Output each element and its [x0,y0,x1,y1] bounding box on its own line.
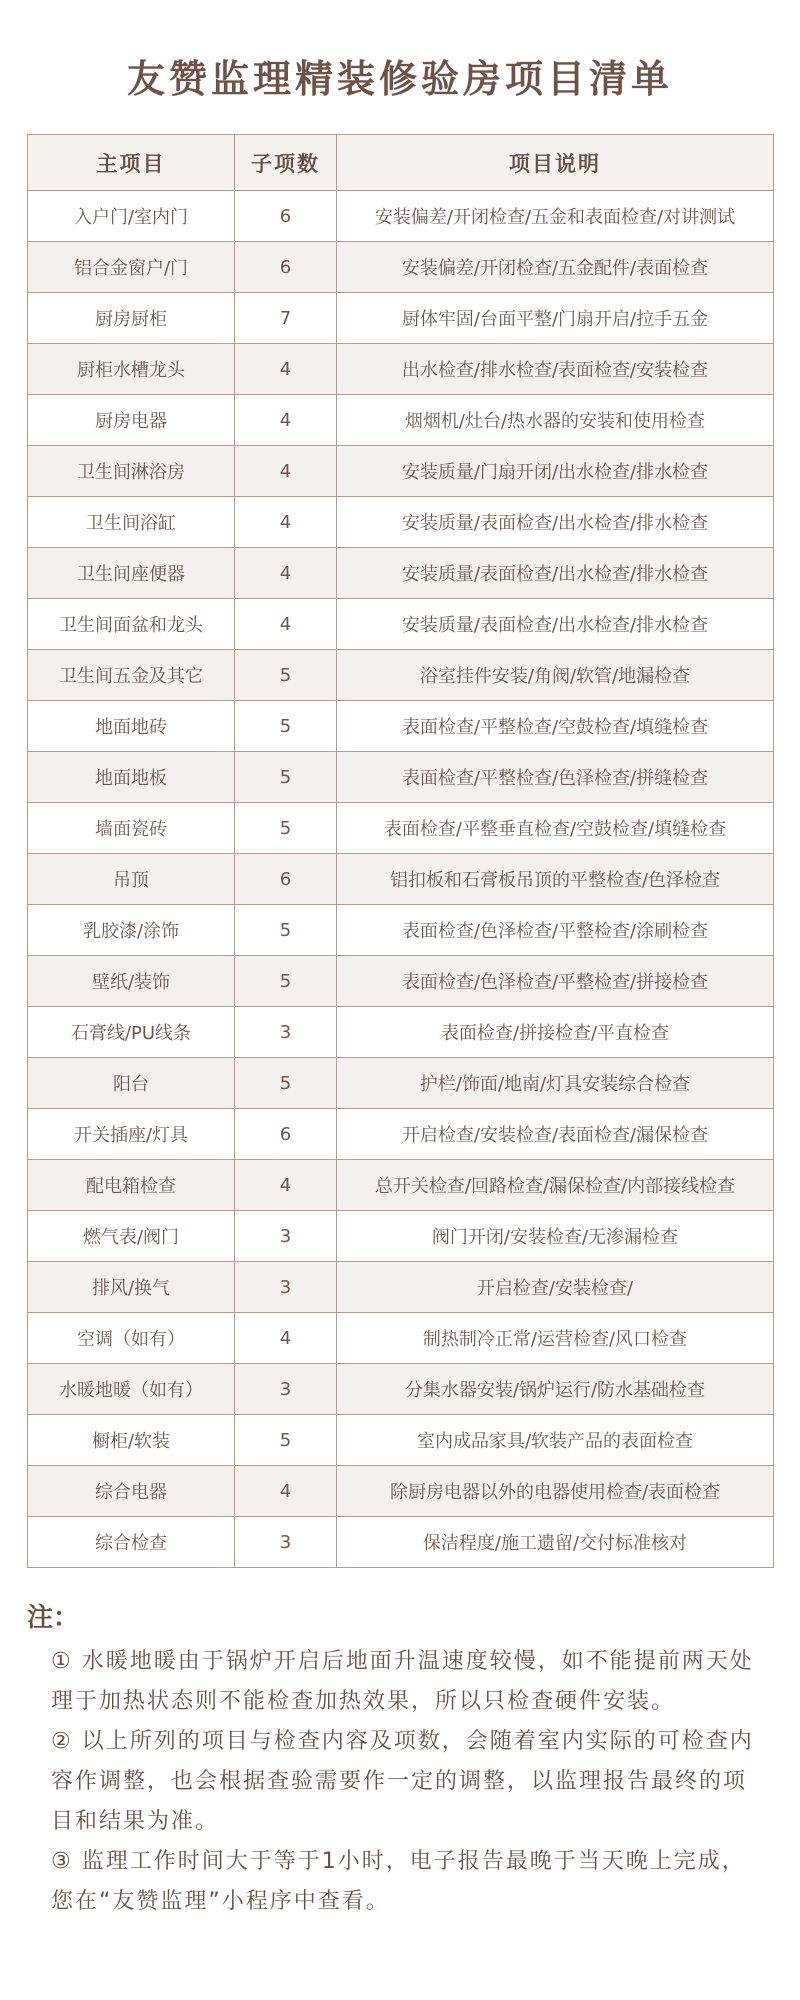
cell-main-item: 卫生间淋浴房 [28,446,235,497]
inspection-checklist-table [27,134,774,1568]
table-row [28,1466,774,1517]
cell-description: 护栏/饰面/地南/灯具安装综合检查 [337,1058,774,1109]
table-header-row [28,135,774,191]
cell-sub-count: 3 [235,1262,337,1313]
cell-sub-count: 3 [235,1517,337,1568]
table-row [28,293,774,344]
cell-sub-count: 4 [235,395,337,446]
cell-sub-count: 5 [235,803,337,854]
cell-main-item: 卫生间面盆和龙头 [28,599,235,650]
cell-main-item: 壁纸/装饰 [28,956,235,1007]
cell-description: 浴室挂件安装/角阀/软管/地漏检查 [337,650,774,701]
header-description: 项目说明 [337,135,774,191]
cell-description: 制热制冷正常/运营检查/风口检查 [337,1313,774,1364]
cell-description: 表面检查/平整检查/空鼓检查/填缝检查 [337,701,774,752]
cell-description: 室内成品家具/软装产品的表面检查 [337,1415,774,1466]
cell-sub-count: 4 [235,1466,337,1517]
table-row [28,395,774,446]
table-row [28,650,774,701]
cell-description: 铝扣板和石膏板吊顶的平整检查/色泽检查 [337,854,774,905]
table-row [28,1262,774,1313]
cell-description: 烟烟机/灶台/热水器的安装和使用检查 [337,395,774,446]
cell-main-item: 厨房厨柜 [28,293,235,344]
cell-main-item: 墙面瓷砖 [28,803,235,854]
cell-description: 安装质量/表面检查/出水检查/排水检查 [337,497,774,548]
cell-sub-count: 4 [235,599,337,650]
cell-sub-count: 6 [235,854,337,905]
cell-main-item: 水暖地暖（如有） [28,1364,235,1415]
header-sub-count: 子项数 [235,135,337,191]
table-row [28,1007,774,1058]
table-row [28,1211,774,1262]
table-row [28,905,774,956]
cell-description: 表面检查/平整垂直检查/空鼓检查/填缝检查 [337,803,774,854]
cell-main-item: 石膏线/PU线条 [28,1007,235,1058]
table-row [28,548,774,599]
cell-main-item: 吊顶 [28,854,235,905]
cell-description: 安装偏差/开闭检查/五金配件/表面检查 [337,242,774,293]
table-row [28,1415,774,1466]
cell-description: 表面检查/色泽检查/平整检查/拼接检查 [337,956,774,1007]
cell-description: 表面检查/色泽检查/平整检查/涂刷检查 [337,905,774,956]
cell-main-item: 开关插座/灯具 [28,1109,235,1160]
cell-sub-count: 3 [235,1007,337,1058]
notes-title: 注： [27,1603,80,1633]
note-item: ② 以上所列的项目与检查内容及项数，会随着室内实际的可检查内容作调整，也会根据查验需要作一定的调整，以监理报告最终的项目和结果为准。 [51,1729,754,1834]
cell-main-item: 燃气表/阀门 [28,1211,235,1262]
cell-main-item: 综合检查 [28,1517,235,1568]
cell-main-item: 阳台 [28,1058,235,1109]
cell-description: 总开关检查/回路检查/漏保检查/内部接线检查 [337,1160,774,1211]
cell-sub-count: 5 [235,752,337,803]
cell-sub-count: 5 [235,905,337,956]
cell-sub-count: 7 [235,293,337,344]
cell-sub-count: 6 [235,1109,337,1160]
cell-main-item: 排风/换气 [28,1262,235,1313]
table-row [28,1058,774,1109]
table-row [28,701,774,752]
table-row [28,1313,774,1364]
cell-main-item: 地面地砖 [28,701,235,752]
cell-sub-count: 5 [235,650,337,701]
cell-description: 除厨房电器以外的电器使用检查/表面检查 [337,1466,774,1517]
table-row [28,344,774,395]
cell-description: 厨体牢固/台面平整/门扇开启/拉手五金 [337,293,774,344]
page-title: 友赞监理精装修验房项目清单 [126,57,673,101]
cell-main-item: 地面地板 [28,752,235,803]
table-row [28,599,774,650]
header-main-item: 主项目 [28,135,235,191]
cell-main-item: 空调（如有） [28,1313,235,1364]
table-row [28,1517,774,1568]
cell-sub-count: 4 [235,1160,337,1211]
cell-sub-count: 4 [235,446,337,497]
cell-description: 安装偏差/开闭检查/五金和表面检查/对讲测试 [337,191,774,242]
table-row [28,752,774,803]
cell-main-item: 卫生间座便器 [28,548,235,599]
cell-main-item: 配电箱检查 [28,1160,235,1211]
note-item: ③ 监理工作时间大于等于1小时，电子报告最晚于当天晚上完成，您在“友赞监理”小程序中查看。 [51,1849,746,1914]
cell-description: 出水检查/排水检查/表面检查/安装检查 [337,344,774,395]
cell-sub-count: 6 [235,242,337,293]
notes-section [27,1597,767,1922]
cell-sub-count: 5 [235,701,337,752]
table-row [28,1109,774,1160]
cell-description: 安装质量/表面检查/出水检查/排水检查 [337,599,774,650]
cell-main-item: 橱柜/软装 [28,1415,235,1466]
cell-sub-count: 4 [235,497,337,548]
cell-sub-count: 4 [235,548,337,599]
cell-description: 表面检查/拼接检查/平直检查 [337,1007,774,1058]
cell-description: 分集水器安装/锅炉运行/防水基础检查 [337,1364,774,1415]
table-row [28,803,774,854]
table-row [28,854,774,905]
cell-description: 安装质量/门扇开闭/出水检查/排水检查 [337,446,774,497]
table-row [28,1160,774,1211]
cell-sub-count: 4 [235,1313,337,1364]
cell-description: 保洁程度/施工遗留/交付标准核对 [337,1517,774,1568]
note-item: ① 水暖地暖由于锅炉开启后地面升温速度较慢，如不能提前两天处理于加热状态则不能检查加热效果，所以只检查硬件安装。 [51,1649,754,1714]
table-row [28,956,774,1007]
cell-main-item: 厨房电器 [28,395,235,446]
cell-main-item: 综合电器 [28,1466,235,1517]
cell-description: 开启检查/安装检查/ [337,1262,774,1313]
table-row [28,497,774,548]
cell-main-item: 乳胶漆/涂饰 [28,905,235,956]
cell-sub-count: 4 [235,344,337,395]
cell-main-item: 铝合金窗户/门 [28,242,235,293]
cell-description: 开启检查/安装检查/表面检查/漏保检查 [337,1109,774,1160]
cell-sub-count: 5 [235,956,337,1007]
cell-main-item: 卫生间五金及其它 [28,650,235,701]
cell-sub-count: 5 [235,1058,337,1109]
cell-description: 安装质量/表面检查/出水检查/排水检查 [337,548,774,599]
table-row [28,446,774,497]
cell-main-item: 厨柜水槽龙头 [28,344,235,395]
cell-main-item: 卫生间浴缸 [28,497,235,548]
cell-sub-count: 3 [235,1211,337,1262]
cell-main-item: 入户门/室内门 [28,191,235,242]
cell-description: 表面检查/平整检查/色泽检查/拼缝检查 [337,752,774,803]
table-row [28,242,774,293]
cell-description: 阀门开闭/安装检查/无渗漏检查 [337,1211,774,1262]
cell-sub-count: 5 [235,1415,337,1466]
table-row [28,1364,774,1415]
table-row [28,191,774,242]
cell-sub-count: 3 [235,1364,337,1415]
cell-sub-count: 6 [235,191,337,242]
